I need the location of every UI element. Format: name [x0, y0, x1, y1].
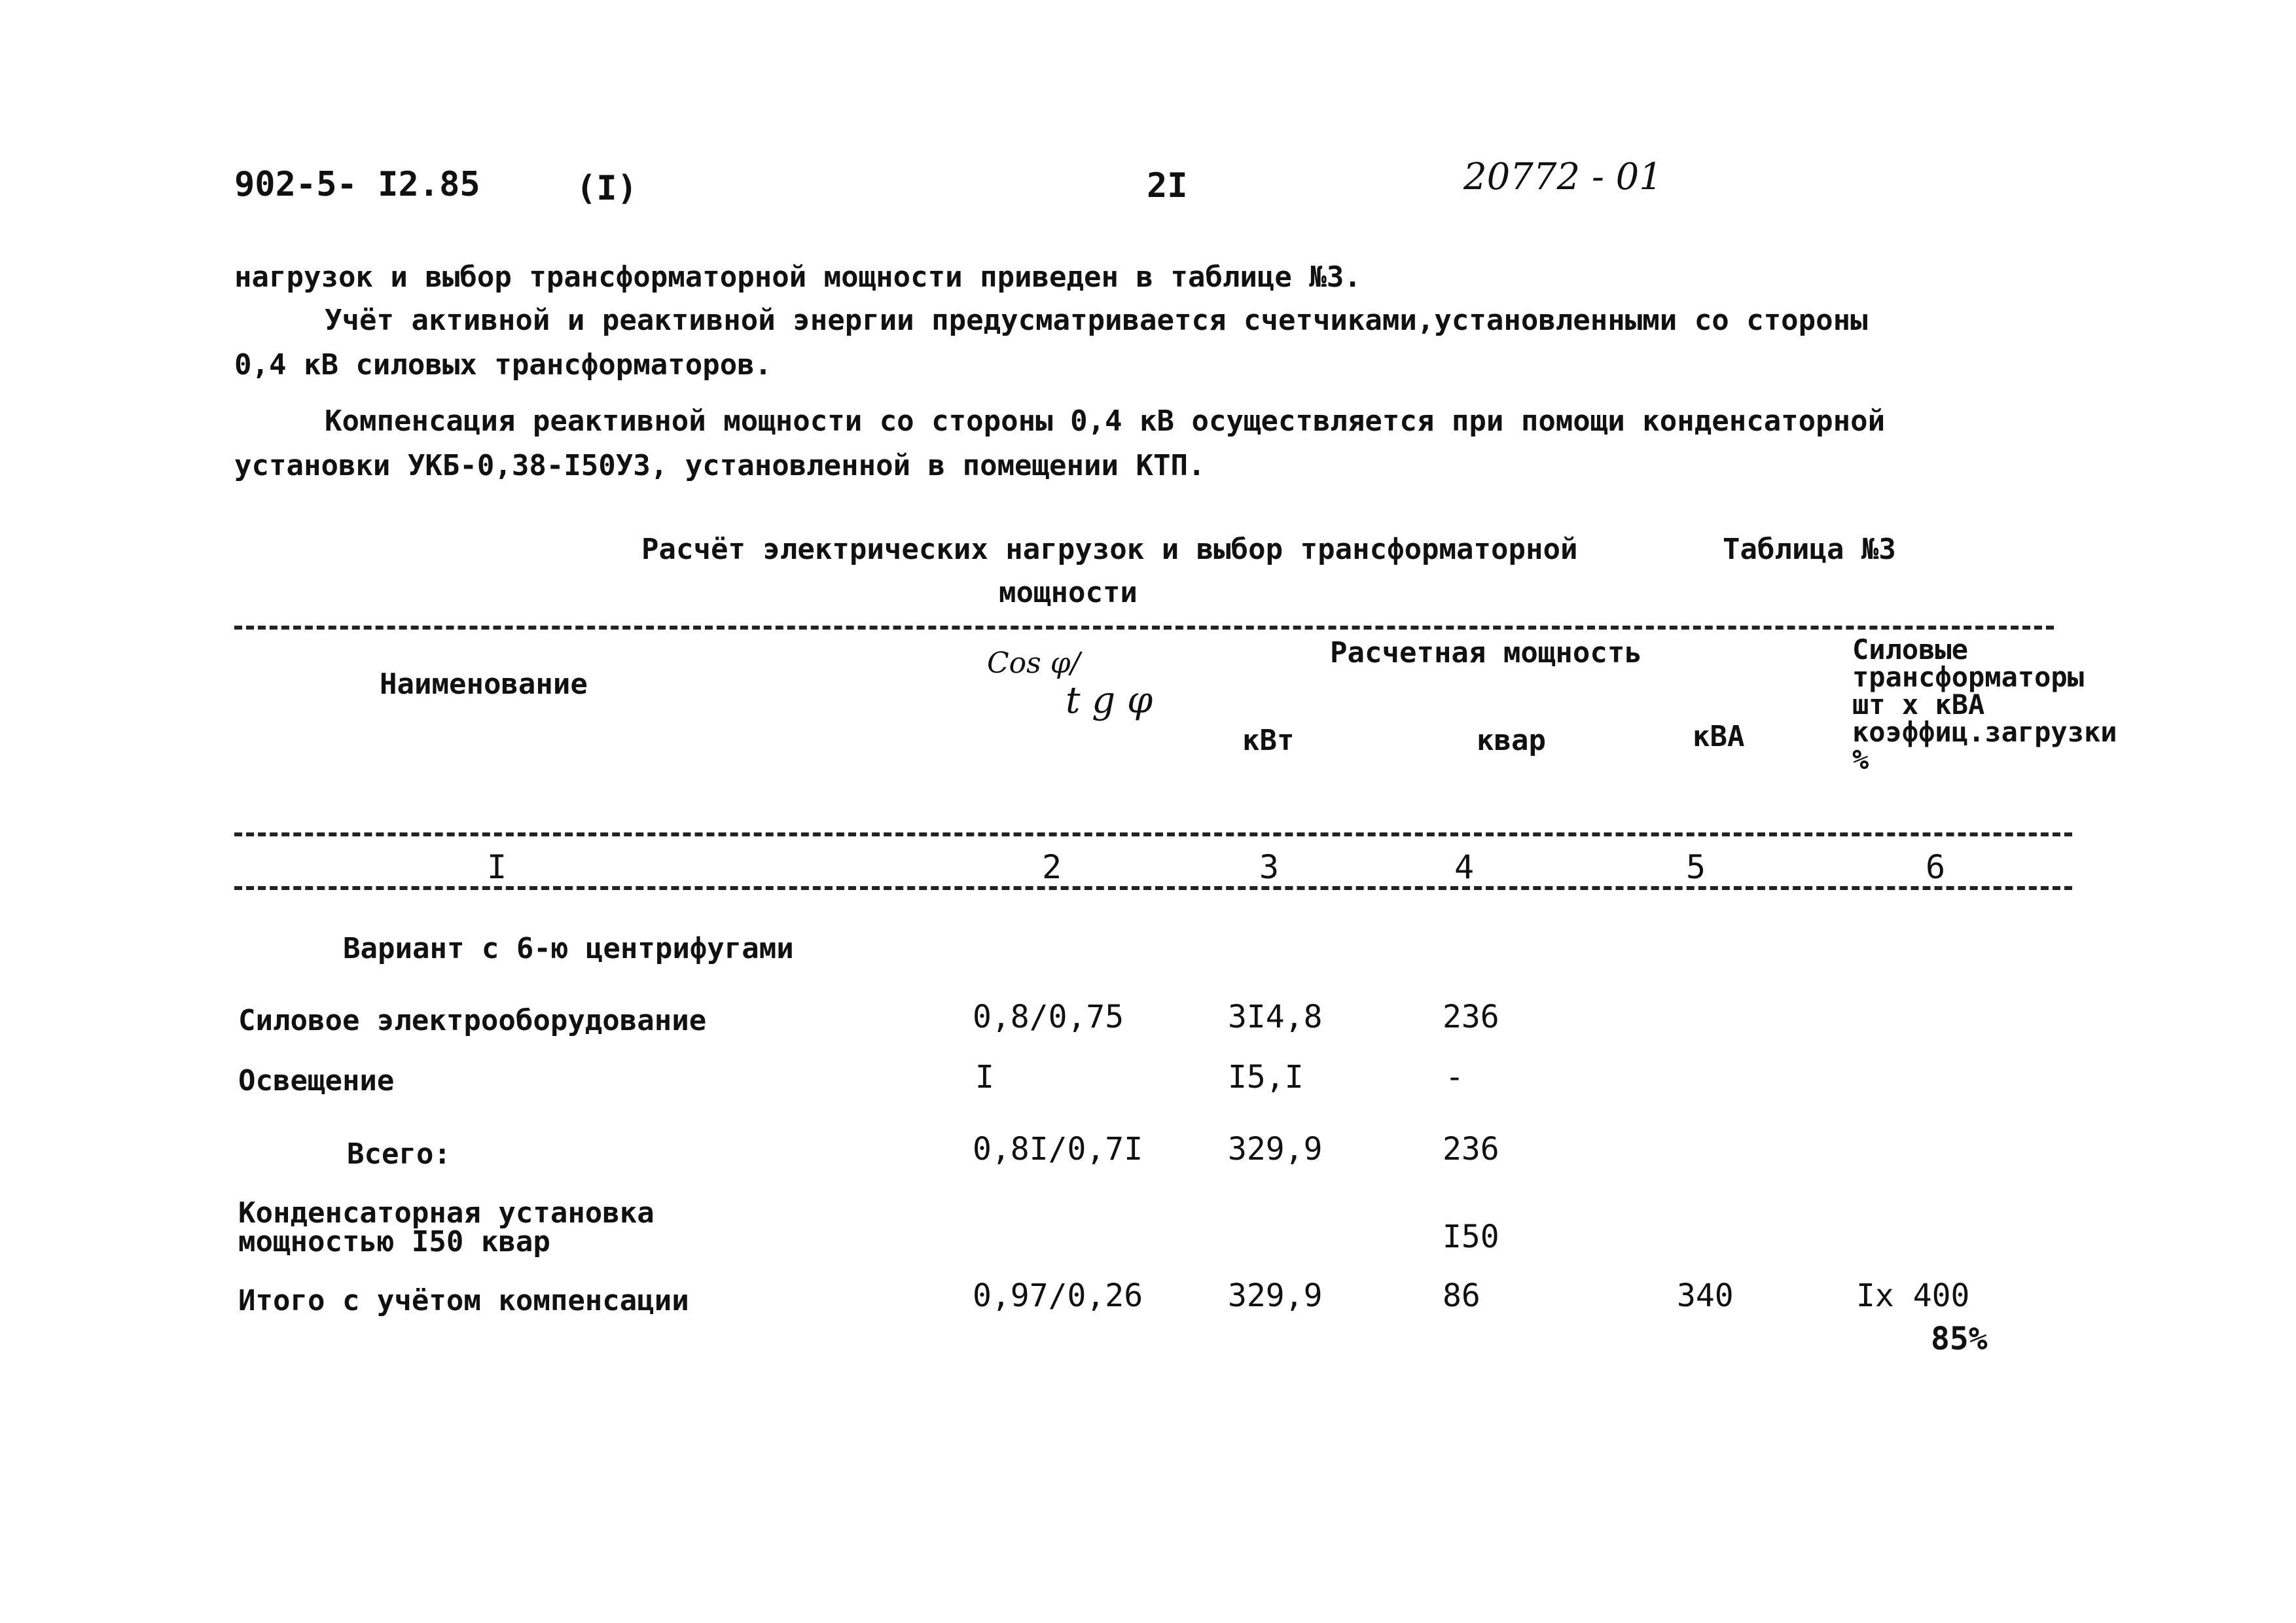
table-row-kw: 3I4,8	[1228, 999, 1323, 1035]
header-transformers: Силовые трансформаторы шт х кВА коэффиц.загрузки %	[1852, 633, 2117, 776]
column-number-4: 4	[1454, 848, 1475, 886]
document-code: 902-5- I2.85	[234, 165, 480, 204]
header-kva: кВА	[1693, 720, 1745, 753]
page-number: 2I	[1147, 166, 1188, 205]
paragraph-line-2: Учёт активной и реактивной энергии предусматривается счетчиками,установленными со стороны	[325, 304, 1868, 337]
table-row-kvar: I50	[1443, 1219, 1499, 1255]
table-row-cos: 0,97/0,26	[973, 1277, 1143, 1314]
header-tg-label: t g φ	[1066, 679, 1153, 722]
table-row-transformers: Iх 400	[1856, 1277, 1970, 1314]
table-row-kw: I5,I	[1228, 1059, 1304, 1096]
header-bottom-rule	[234, 832, 2072, 836]
part-number: (I)	[576, 169, 637, 208]
paragraph-line-5: установки УКБ-0,38-I50УЗ, установленной в помещении КТП.	[234, 449, 1206, 482]
table-row-name: Освещение	[238, 1064, 395, 1097]
column-number-3: 3	[1259, 848, 1280, 886]
table-row-load-factor: 85%	[1931, 1321, 1988, 1357]
table-row-kvar: -	[1445, 1059, 1464, 1096]
header-design-power: Расчетная мощность	[1330, 636, 1642, 669]
table-row-name: Силовое электрооборудование	[238, 1004, 707, 1037]
table-row-cos: 0,8I/0,7I	[973, 1131, 1143, 1168]
table-row-kva: 340	[1677, 1277, 1734, 1314]
paragraph-line-3: 0,4 кВ силовых трансформаторов.	[234, 348, 772, 382]
table-label: Таблица №3	[1723, 533, 1896, 566]
table-caption-line-2: мощности	[999, 576, 1138, 609]
header-name: Наименование	[380, 668, 588, 701]
table-row-kvar: 236	[1443, 999, 1499, 1035]
table-caption: Расчёт электрических нагрузок и выбор трансформаторной	[641, 533, 1578, 566]
table-row-kw: 329,9	[1228, 1277, 1323, 1314]
column-number-1: I	[487, 848, 507, 886]
header-cos-label: Cos φ/	[987, 647, 1081, 680]
table-row-kw: 329,9	[1228, 1131, 1323, 1168]
table-top-rule	[234, 626, 2054, 630]
table-row-name: Всего:	[347, 1137, 451, 1171]
table-row-name: Итого с учётом компенсации	[238, 1284, 689, 1317]
table-row-kvar: 236	[1443, 1131, 1499, 1168]
handwritten-number: 20772 - 01	[1463, 156, 1662, 198]
paragraph-line-4: Компенсация реактивной мощности со стороны 0,4 кВ осуществляется при помощи конденсаторной	[325, 404, 1886, 438]
header-kvar: квар	[1477, 724, 1546, 757]
table-row-cos: 0,8/0,75	[973, 999, 1124, 1035]
table-row-name: Конденсаторная установка мощностью I50 квар	[238, 1196, 655, 1258]
header-kw: кВт	[1242, 724, 1295, 757]
paragraph-line-1: нагрузок и выбор трансформаторной мощности приведен в таблице №3.	[234, 260, 1361, 294]
column-number-6: 6	[1926, 848, 1946, 886]
header-cos-tg	[987, 647, 1170, 732]
column-numbers-rule	[234, 886, 2072, 890]
column-number-2: 2	[1042, 848, 1062, 886]
section-title: Вариант с 6-ю центрифугами	[343, 932, 794, 965]
table-row-kvar: 86	[1443, 1277, 1480, 1314]
column-number-5: 5	[1686, 848, 1706, 886]
table-row-cos: I	[975, 1059, 994, 1096]
